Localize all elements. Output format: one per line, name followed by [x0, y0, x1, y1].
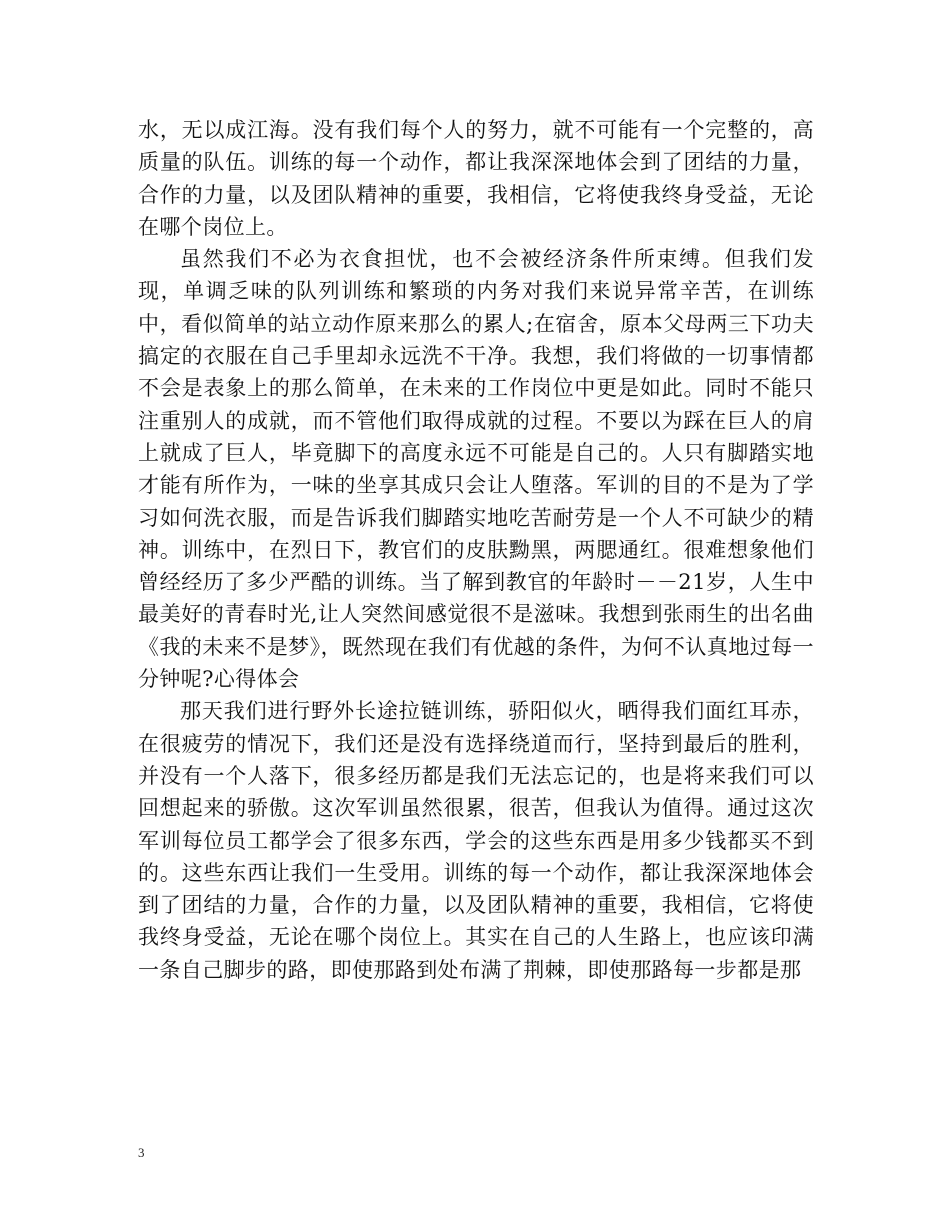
paragraph-2: 虽然我们不必为衣食担忧，也不会被经济条件所束缚。但我们发现，单调乏味的队列训练和繁琐的内务对我们来说异常辛苦，在训练中，看似简单的站立动作原来那么的累人;在宿舍，原本父母两三下功夫搞定的衣服在自己手里却永远洗不干净。我想，我们将做的一切事情都不会是表象上的那么简单，在未来的工作岗位中更是如此。同时不能只注重别人的成就，而不管他们取得成就的过程。不要以为踩在巨人的肩上就成了巨人，毕竟脚下的高度永远不可能是自己的。人只有脚踏实地才能有所作为，一味的坐享其成只会让人堕落。军训的目的不是为了学习如何洗衣服，而是告诉我们脚踏实地吃苦耐劳是一个人不可缺少的精神。训练中，在烈日下，教官们的皮肤黝黑，两腮通红。很难想象他们曾经经历了多少严酷的训练。当了解到教官的年龄时－－21岁，人生中最美好的青春时光,让人突然间感觉很不是滋味。我想到张雨生的出名曲《我的未来不是梦》，既然现在我们有优越的条件，为何不认真地过每一分钟呢?心得体会 [138, 247, 814, 692]
paragraph-1: 水，无以成江海。没有我们每个人的努力，就不可能有一个完整的，高质量的队伍。训练的每一个动作，都让我深深地体会到了团结的力量，合作的力量，以及团队精神的重要，我相信，它将使我终身受益，无论在哪个岗位上。 [138, 118, 814, 239]
page-number: 3 [138, 1145, 145, 1160]
document-body [138, 114, 814, 986]
paragraph-3: 那天我们进行野外长途拉链训练，骄阳似火，晒得我们面红耳赤，在很疲劳的情况下，我们还是没有选择绕道而行，坚持到最后的胜利，并没有一个人落下，很多经历都是我们无法忘记的，也是将来我们可以回想起来的骄傲。这次军训虽然很累，很苦，但我认为值得。通过这次军训每位员工都学会了很多东西，学会的这些东西是用多少钱都买不到的。这些东西让我们一生受用。训练的每一个动作，都让我深深地体会到了团结的力量，合作的力量，以及团队精神的重要，我相信，它将使我终身受益，无论在哪个岗位上。其实在自己的人生路上，也应该印满一条自己脚步的路，即使那路到处布满了荆棘，即使那路每一步都是那 [138, 699, 814, 982]
